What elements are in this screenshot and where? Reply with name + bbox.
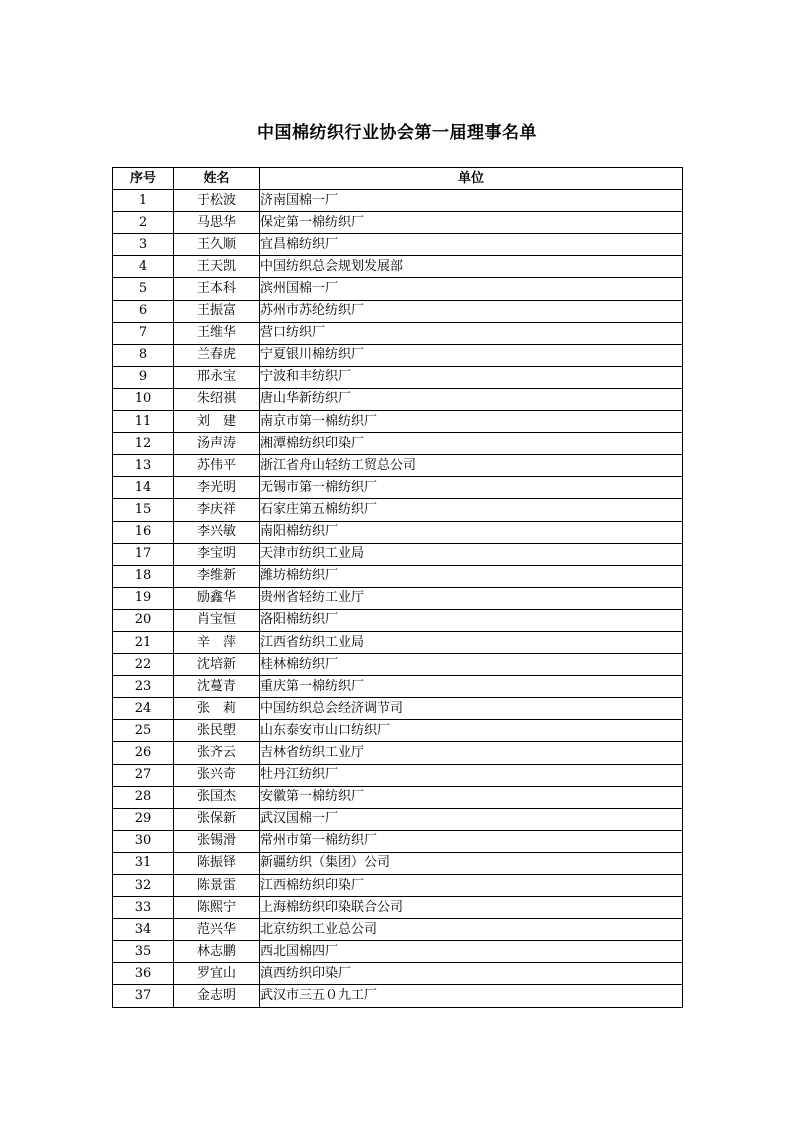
column-header-unit: 单位 <box>260 168 683 190</box>
member-name-cell: 辛 萍 <box>174 631 260 653</box>
row-number-cell: 28 <box>113 786 174 808</box>
member-unit-cell: 南阳棉纺织厂 <box>260 521 683 543</box>
member-unit-cell: 石家庄第五棉纺织厂 <box>260 499 683 521</box>
table-row <box>113 433 683 455</box>
member-name-cell: 肖宝恒 <box>174 609 260 631</box>
row-number-cell: 17 <box>113 543 174 565</box>
row-number-cell: 25 <box>113 720 174 742</box>
table-row <box>113 322 683 344</box>
table-row <box>113 786 683 808</box>
member-name-cell: 陈景雷 <box>174 875 260 897</box>
member-name-cell: 林志鹏 <box>174 941 260 963</box>
table-row <box>113 919 683 941</box>
member-unit-cell: 桂林棉纺织厂 <box>260 654 683 676</box>
member-name-cell: 兰春虎 <box>174 344 260 366</box>
member-name-cell: 刘 建 <box>174 411 260 433</box>
member-unit-cell: 苏州市苏纶纺织厂 <box>260 300 683 322</box>
member-name-cell: 王振富 <box>174 300 260 322</box>
table-row <box>113 543 683 565</box>
table-body <box>113 190 683 1007</box>
member-unit-cell: 宁波和丰纺织厂 <box>260 366 683 388</box>
member-unit-cell: 江西棉纺织印染厂 <box>260 875 683 897</box>
member-unit-cell: 中国纺织总会经济调节司 <box>260 698 683 720</box>
member-unit-cell: 宁夏银川棉纺织厂 <box>260 344 683 366</box>
row-number-cell: 23 <box>113 676 174 698</box>
member-unit-cell: 洛阳棉纺织厂 <box>260 609 683 631</box>
member-unit-cell: 南京市第一棉纺织厂 <box>260 411 683 433</box>
table-row <box>113 720 683 742</box>
table-row <box>113 388 683 410</box>
row-number-cell: 24 <box>113 698 174 720</box>
table-row <box>113 212 683 234</box>
member-table <box>112 167 683 1008</box>
row-number-cell: 29 <box>113 808 174 830</box>
member-unit-cell: 武汉国棉一厂 <box>260 808 683 830</box>
row-number-cell: 36 <box>113 963 174 985</box>
table-row <box>113 565 683 587</box>
member-unit-cell: 唐山华新纺织厂 <box>260 388 683 410</box>
table-row <box>113 455 683 477</box>
row-number-cell: 7 <box>113 322 174 344</box>
member-name-cell: 张国杰 <box>174 786 260 808</box>
member-unit-cell: 上海棉纺织印染联合公司 <box>260 897 683 919</box>
row-number-cell: 1 <box>113 190 174 212</box>
member-unit-cell: 天津市纺织工业局 <box>260 543 683 565</box>
row-number-cell: 20 <box>113 609 174 631</box>
member-unit-cell: 牡丹江纺织厂 <box>260 764 683 786</box>
member-name-cell: 沈蔓青 <box>174 676 260 698</box>
member-name-cell: 王本科 <box>174 278 260 300</box>
member-unit-cell: 新疆纺织（集团）公司 <box>260 852 683 874</box>
member-name-cell: 朱绍祺 <box>174 388 260 410</box>
table-row <box>113 411 683 433</box>
table-row <box>113 631 683 653</box>
table-row <box>113 830 683 852</box>
table-row <box>113 521 683 543</box>
row-number-cell: 30 <box>113 830 174 852</box>
table-row <box>113 897 683 919</box>
table-row <box>113 234 683 256</box>
row-number-cell: 32 <box>113 875 174 897</box>
member-name-cell: 沈培新 <box>174 654 260 676</box>
table-row <box>113 366 683 388</box>
member-name-cell: 张兴奇 <box>174 764 260 786</box>
member-name-cell: 于松波 <box>174 190 260 212</box>
member-name-cell: 李维新 <box>174 565 260 587</box>
column-header-name: 姓名 <box>174 168 260 190</box>
table-row <box>113 941 683 963</box>
member-name-cell: 罗宜山 <box>174 963 260 985</box>
row-number-cell: 11 <box>113 411 174 433</box>
table-row <box>113 852 683 874</box>
table-row <box>113 963 683 985</box>
row-number-cell: 31 <box>113 852 174 874</box>
member-unit-cell: 无锡市第一棉纺织厂 <box>260 477 683 499</box>
member-name-cell: 王天凯 <box>174 256 260 278</box>
table-row <box>113 985 683 1007</box>
row-number-cell: 27 <box>113 764 174 786</box>
member-name-cell: 王久顺 <box>174 234 260 256</box>
table-row <box>113 256 683 278</box>
member-unit-cell: 济南国棉一厂 <box>260 190 683 212</box>
member-name-cell: 苏伟平 <box>174 455 260 477</box>
member-unit-cell: 潍坊棉纺织厂 <box>260 565 683 587</box>
member-unit-cell: 江西省纺织工业局 <box>260 631 683 653</box>
member-name-cell: 马思华 <box>174 212 260 234</box>
table-row <box>113 808 683 830</box>
row-number-cell: 4 <box>113 256 174 278</box>
member-name-cell: 李庆祥 <box>174 499 260 521</box>
row-number-cell: 16 <box>113 521 174 543</box>
member-unit-cell: 吉林省纺织工业厅 <box>260 742 683 764</box>
member-unit-cell: 重庆第一棉纺织厂 <box>260 676 683 698</box>
member-name-cell: 李光明 <box>174 477 260 499</box>
member-name-cell: 张 莉 <box>174 698 260 720</box>
member-unit-cell: 湘潭棉纺织印染厂 <box>260 433 683 455</box>
member-unit-cell: 武汉市三五０九工厂 <box>260 985 683 1007</box>
row-number-cell: 8 <box>113 344 174 366</box>
row-number-cell: 26 <box>113 742 174 764</box>
member-name-cell: 张民塱 <box>174 720 260 742</box>
row-number-cell: 10 <box>113 388 174 410</box>
table-row <box>113 764 683 786</box>
row-number-cell: 15 <box>113 499 174 521</box>
row-number-cell: 9 <box>113 366 174 388</box>
member-name-cell: 张齐云 <box>174 742 260 764</box>
member-name-cell: 范兴华 <box>174 919 260 941</box>
member-name-cell: 陈熙宁 <box>174 897 260 919</box>
member-unit-cell: 贵州省轻纺工业厅 <box>260 587 683 609</box>
member-unit-cell: 西北国棉四厂 <box>260 941 683 963</box>
member-name-cell: 李兴敏 <box>174 521 260 543</box>
member-name-cell: 邢永宝 <box>174 366 260 388</box>
table-row <box>113 676 683 698</box>
member-unit-cell: 常州市第一棉纺织厂 <box>260 830 683 852</box>
member-name-cell: 张锡滑 <box>174 830 260 852</box>
row-number-cell: 19 <box>113 587 174 609</box>
table-row <box>113 278 683 300</box>
member-unit-cell: 北京纺织工业总公司 <box>260 919 683 941</box>
row-number-cell: 22 <box>113 654 174 676</box>
table-row <box>113 190 683 212</box>
member-name-cell: 张保新 <box>174 808 260 830</box>
column-header-no: 序号 <box>113 168 174 190</box>
member-unit-cell: 滨州国棉一厂 <box>260 278 683 300</box>
table-row <box>113 300 683 322</box>
table-row <box>113 654 683 676</box>
member-unit-cell: 山东泰安市山口纺织厂 <box>260 720 683 742</box>
row-number-cell: 5 <box>113 278 174 300</box>
member-name-cell: 王维华 <box>174 322 260 344</box>
row-number-cell: 6 <box>113 300 174 322</box>
table-row <box>113 698 683 720</box>
row-number-cell: 13 <box>113 455 174 477</box>
table-row <box>113 477 683 499</box>
table-row <box>113 742 683 764</box>
member-name-cell: 汤声涛 <box>174 433 260 455</box>
row-number-cell: 3 <box>113 234 174 256</box>
table-row <box>113 344 683 366</box>
member-unit-cell: 保定第一棉纺织厂 <box>260 212 683 234</box>
page-title: 中国棉纺织行业协会第一届理事名单 <box>257 123 537 143</box>
table-header-row <box>113 168 683 190</box>
member-unit-cell: 中国纺织总会规划发展部 <box>260 256 683 278</box>
row-number-cell: 34 <box>113 919 174 941</box>
row-number-cell: 35 <box>113 941 174 963</box>
member-name-cell: 励鑫华 <box>174 587 260 609</box>
row-number-cell: 18 <box>113 565 174 587</box>
row-number-cell: 21 <box>113 631 174 653</box>
member-name-cell: 李宝明 <box>174 543 260 565</box>
member-name-cell: 陈振铎 <box>174 852 260 874</box>
row-number-cell: 37 <box>113 985 174 1007</box>
table-row <box>113 587 683 609</box>
member-name-cell: 金志明 <box>174 985 260 1007</box>
row-number-cell: 33 <box>113 897 174 919</box>
member-unit-cell: 滇西纺织印染厂 <box>260 963 683 985</box>
member-unit-cell: 安徽第一棉纺织厂 <box>260 786 683 808</box>
member-unit-cell: 营口纺织厂 <box>260 322 683 344</box>
table-row <box>113 499 683 521</box>
table-row <box>113 609 683 631</box>
row-number-cell: 2 <box>113 212 174 234</box>
row-number-cell: 12 <box>113 433 174 455</box>
row-number-cell: 14 <box>113 477 174 499</box>
member-unit-cell: 浙江省舟山轻纺工贸总公司 <box>260 455 683 477</box>
table-row <box>113 875 683 897</box>
member-unit-cell: 宜昌棉纺织厂 <box>260 234 683 256</box>
